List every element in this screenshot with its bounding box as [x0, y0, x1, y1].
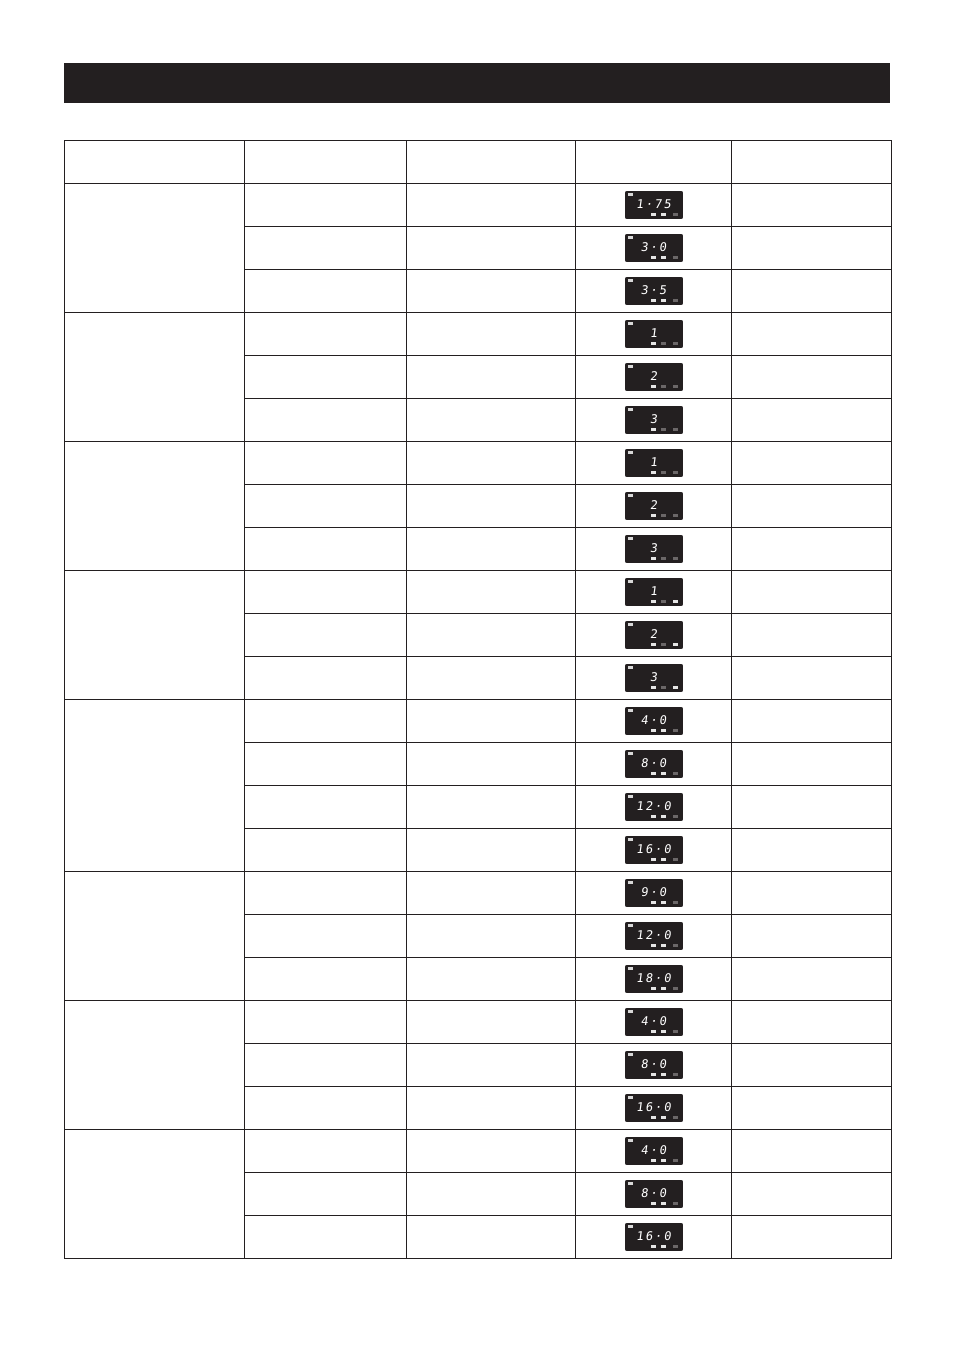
- indicator-icon: [651, 600, 656, 603]
- table-row: [65, 872, 892, 915]
- table-cell: [245, 1173, 407, 1216]
- display-cell: [576, 958, 732, 1001]
- indicator-icon: [673, 1202, 678, 1205]
- display-digits: 2: [648, 369, 661, 383]
- table-row: [65, 1001, 892, 1044]
- indicator-icon: [661, 471, 666, 474]
- indicator-icon: [661, 1030, 666, 1033]
- mode-icon: [628, 193, 633, 196]
- table-cell: [407, 915, 576, 958]
- led-display: [625, 879, 683, 907]
- table-cell: [245, 829, 407, 872]
- table-cell: [407, 872, 576, 915]
- display-digits: 3: [648, 670, 661, 684]
- table-cell: [407, 184, 576, 227]
- display-digits: 3·5: [639, 283, 670, 297]
- display-cell: [576, 442, 732, 485]
- indicator-icon: [651, 299, 656, 302]
- group-cell: [65, 872, 245, 1001]
- indicator-icon: [673, 256, 678, 259]
- indicator-icon: [661, 686, 666, 689]
- indicator-icon: [651, 256, 656, 259]
- table-cell: [407, 1044, 576, 1087]
- table-cell: [407, 571, 576, 614]
- led-display: [625, 406, 683, 434]
- display-cell: [576, 1173, 732, 1216]
- group-cell: [65, 1001, 245, 1130]
- indicator-icon: [673, 944, 678, 947]
- group-cell: [65, 184, 245, 313]
- indicator-icon: [661, 1073, 666, 1076]
- mode-icon: [628, 1010, 633, 1013]
- indicator-icon: [651, 385, 656, 388]
- display-cell: [576, 184, 732, 227]
- display-cell: [576, 571, 732, 614]
- table-cell: [732, 614, 892, 657]
- indicator-icon: [651, 772, 656, 775]
- table-cell: [732, 528, 892, 571]
- table-cell: [407, 270, 576, 313]
- display-cell: [576, 270, 732, 313]
- table-cell: [732, 1130, 892, 1173]
- mode-icon: [628, 1053, 633, 1056]
- display-cell: [576, 829, 732, 872]
- display-cell: [576, 1001, 732, 1044]
- display-cell: [576, 1044, 732, 1087]
- header-cell-3: [407, 141, 576, 184]
- group-cell: [65, 442, 245, 571]
- mode-icon: [628, 967, 633, 970]
- led-display: [625, 664, 683, 692]
- mode-icon: [628, 1096, 633, 1099]
- led-display: [625, 578, 683, 606]
- table-cell: [407, 442, 576, 485]
- table-cell: [732, 227, 892, 270]
- indicator-icon: [661, 213, 666, 216]
- group-cell: [65, 313, 245, 442]
- led-display: [625, 707, 683, 735]
- indicator-icon: [651, 944, 656, 947]
- table-cell: [732, 743, 892, 786]
- table-cell: [407, 700, 576, 743]
- display-cell: [576, 485, 732, 528]
- table-cell: [732, 442, 892, 485]
- table-cell: [732, 399, 892, 442]
- indicator-icon: [661, 1116, 666, 1119]
- table-cell: [732, 184, 892, 227]
- display-cell: [576, 1216, 732, 1259]
- display-cell: [576, 1087, 732, 1130]
- table-cell: [407, 1001, 576, 1044]
- table-cell: [732, 1044, 892, 1087]
- table-cell: [407, 614, 576, 657]
- display-digits: 8·0: [639, 1186, 670, 1200]
- table-cell: [407, 1130, 576, 1173]
- table-cell: [407, 356, 576, 399]
- mode-icon: [628, 494, 633, 497]
- table-cell: [407, 485, 576, 528]
- table-cell: [407, 786, 576, 829]
- mode-icon: [628, 451, 633, 454]
- table-cell: [732, 270, 892, 313]
- table-cell: [732, 958, 892, 1001]
- table-cell: [732, 1216, 892, 1259]
- indicator-icon: [673, 987, 678, 990]
- led-display: [625, 234, 683, 262]
- group-cell: [65, 1130, 245, 1259]
- table-cell: [407, 528, 576, 571]
- display-digits: 3: [648, 412, 661, 426]
- table-cell: [407, 743, 576, 786]
- indicator-icon: [673, 428, 678, 431]
- table-cell: [245, 227, 407, 270]
- title-bar: [64, 63, 890, 103]
- indicator-icon: [661, 256, 666, 259]
- led-display: [625, 793, 683, 821]
- table-cell: [732, 313, 892, 356]
- table-cell: [407, 313, 576, 356]
- indicator-icon: [661, 944, 666, 947]
- indicator-icon: [651, 815, 656, 818]
- table-cell: [732, 485, 892, 528]
- display-cell: [576, 743, 732, 786]
- display-digits: 4·0: [639, 1143, 670, 1157]
- mode-icon: [628, 795, 633, 798]
- led-display: [625, 750, 683, 778]
- table-row: [65, 184, 892, 227]
- header-cell-5: [732, 141, 892, 184]
- indicator-icon: [651, 342, 656, 345]
- indicator-icon: [651, 428, 656, 431]
- mode-icon: [628, 752, 633, 755]
- header-cell-4: [576, 141, 732, 184]
- table-cell: [407, 1087, 576, 1130]
- indicator-icon: [651, 1202, 656, 1205]
- mode-icon: [628, 838, 633, 841]
- indicator-icon: [673, 901, 678, 904]
- display-digits: 4·0: [639, 713, 670, 727]
- led-display: [625, 449, 683, 477]
- display-cell: [576, 399, 732, 442]
- led-display: [625, 277, 683, 305]
- indicator-icon: [651, 643, 656, 646]
- display-digits: 16·0: [635, 842, 674, 856]
- display-digits: 2: [648, 498, 661, 512]
- table-cell: [245, 1044, 407, 1087]
- led-display: [625, 836, 683, 864]
- display-cell: [576, 786, 732, 829]
- mode-icon: [628, 1225, 633, 1228]
- indicator-icon: [661, 858, 666, 861]
- table-cell: [245, 958, 407, 1001]
- table-cell: [732, 1173, 892, 1216]
- indicator-icon: [673, 299, 678, 302]
- table-cell: [407, 227, 576, 270]
- mode-icon: [628, 236, 633, 239]
- table-cell: [245, 786, 407, 829]
- led-display: [625, 492, 683, 520]
- indicator-icon: [661, 557, 666, 560]
- indicator-icon: [673, 385, 678, 388]
- display-digits: 8·0: [639, 1057, 670, 1071]
- display-cell: [576, 614, 732, 657]
- display-cell: [576, 700, 732, 743]
- mode-icon: [628, 279, 633, 282]
- table-cell: [245, 313, 407, 356]
- indicator-icon: [651, 1159, 656, 1162]
- table-cell: [407, 958, 576, 1001]
- led-display: [625, 965, 683, 993]
- table-cell: [245, 356, 407, 399]
- led-display: [625, 363, 683, 391]
- indicator-icon: [651, 1030, 656, 1033]
- table-header-row: [65, 141, 892, 184]
- led-display: [625, 1094, 683, 1122]
- table-cell: [732, 915, 892, 958]
- indicator-icon: [673, 772, 678, 775]
- indicator-icon: [651, 729, 656, 732]
- table-cell: [245, 485, 407, 528]
- indicator-icon: [651, 514, 656, 517]
- indicator-icon: [673, 1030, 678, 1033]
- indicator-icon: [673, 600, 678, 603]
- table-cell: [732, 1001, 892, 1044]
- indicator-icon: [673, 729, 678, 732]
- indicator-icon: [673, 643, 678, 646]
- display-digits: 12·0: [635, 799, 674, 813]
- led-display: [625, 1051, 683, 1079]
- indicator-icon: [661, 1202, 666, 1205]
- mode-icon: [628, 322, 633, 325]
- table-row: [65, 442, 892, 485]
- mode-icon: [628, 537, 633, 540]
- table-cell: [732, 700, 892, 743]
- display-digits: 2: [648, 627, 661, 641]
- indicator-icon: [651, 901, 656, 904]
- indicator-icon: [651, 213, 656, 216]
- table-cell: [245, 614, 407, 657]
- indicator-icon: [673, 557, 678, 560]
- table-cell: [245, 270, 407, 313]
- display-cell: [576, 528, 732, 571]
- display-cell: [576, 657, 732, 700]
- program-table: [64, 140, 892, 1259]
- table-cell: [407, 1216, 576, 1259]
- display-digits: 1: [648, 455, 661, 469]
- display-cell: [576, 227, 732, 270]
- indicator-icon: [661, 772, 666, 775]
- mode-icon: [628, 408, 633, 411]
- indicator-icon: [651, 471, 656, 474]
- display-cell: [576, 915, 732, 958]
- indicator-icon: [661, 643, 666, 646]
- indicator-icon: [673, 1159, 678, 1162]
- indicator-icon: [661, 901, 666, 904]
- header-cell-2: [245, 141, 407, 184]
- indicator-icon: [661, 815, 666, 818]
- table-row: [65, 571, 892, 614]
- mode-icon: [628, 580, 633, 583]
- table-cell: [245, 743, 407, 786]
- led-display: [625, 922, 683, 950]
- display-cell: [576, 356, 732, 399]
- indicator-icon: [661, 1159, 666, 1162]
- table-row: [65, 1130, 892, 1173]
- indicator-icon: [651, 1116, 656, 1119]
- table-cell: [245, 571, 407, 614]
- display-digits: 3: [648, 541, 661, 555]
- display-digits: 1·75: [635, 197, 674, 211]
- indicator-icon: [651, 1245, 656, 1248]
- indicator-icon: [651, 1073, 656, 1076]
- group-cell: [65, 700, 245, 872]
- table-body: [65, 184, 892, 1259]
- display-digits: 3·0: [639, 240, 670, 254]
- indicator-icon: [673, 471, 678, 474]
- table-cell: [245, 700, 407, 743]
- table-cell: [732, 786, 892, 829]
- indicator-icon: [673, 1116, 678, 1119]
- table-cell: [245, 915, 407, 958]
- display-digits: 18·0: [635, 971, 674, 985]
- table-cell: [407, 399, 576, 442]
- mode-icon: [628, 709, 633, 712]
- header-cell-1: [65, 141, 245, 184]
- mode-icon: [628, 881, 633, 884]
- display-digits: 12·0: [635, 928, 674, 942]
- indicator-icon: [673, 213, 678, 216]
- display-digits: 1: [648, 584, 661, 598]
- display-digits: 16·0: [635, 1229, 674, 1243]
- indicator-icon: [661, 729, 666, 732]
- led-display: [625, 621, 683, 649]
- indicator-icon: [673, 514, 678, 517]
- table-cell: [245, 528, 407, 571]
- indicator-icon: [661, 1245, 666, 1248]
- mode-icon: [628, 1182, 633, 1185]
- mode-icon: [628, 365, 633, 368]
- mode-icon: [628, 924, 633, 927]
- led-display: [625, 191, 683, 219]
- indicator-icon: [651, 987, 656, 990]
- indicator-icon: [651, 858, 656, 861]
- table-cell: [245, 184, 407, 227]
- display-cell: [576, 1130, 732, 1173]
- table-cell: [732, 829, 892, 872]
- indicator-icon: [661, 987, 666, 990]
- indicator-icon: [661, 428, 666, 431]
- indicator-icon: [651, 557, 656, 560]
- group-cell: [65, 571, 245, 700]
- mode-icon: [628, 1139, 633, 1142]
- indicator-icon: [661, 385, 666, 388]
- table-cell: [245, 1001, 407, 1044]
- table-cell: [407, 1173, 576, 1216]
- indicator-icon: [661, 299, 666, 302]
- led-display: [625, 1223, 683, 1251]
- indicator-icon: [651, 686, 656, 689]
- led-display: [625, 1180, 683, 1208]
- table-cell: [407, 829, 576, 872]
- table-cell: [245, 1087, 407, 1130]
- indicator-icon: [673, 342, 678, 345]
- table-cell: [407, 657, 576, 700]
- indicator-icon: [661, 514, 666, 517]
- led-display: [625, 1008, 683, 1036]
- mode-icon: [628, 666, 633, 669]
- table-cell: [732, 356, 892, 399]
- led-display: [625, 535, 683, 563]
- indicator-icon: [673, 1245, 678, 1248]
- table-cell: [732, 1087, 892, 1130]
- table-cell: [732, 872, 892, 915]
- table-cell: [245, 872, 407, 915]
- table-row: [65, 700, 892, 743]
- led-display: [625, 320, 683, 348]
- display-digits: 4·0: [639, 1014, 670, 1028]
- display-cell: [576, 872, 732, 915]
- table-cell: [732, 571, 892, 614]
- display-digits: 16·0: [635, 1100, 674, 1114]
- led-display: [625, 1137, 683, 1165]
- table-cell: [245, 657, 407, 700]
- table-cell: [732, 657, 892, 700]
- table-cell: [245, 1216, 407, 1259]
- indicator-icon: [661, 342, 666, 345]
- table-cell: [245, 399, 407, 442]
- display-digits: 9·0: [639, 885, 670, 899]
- table-cell: [245, 1130, 407, 1173]
- indicator-icon: [673, 686, 678, 689]
- display-digits: 8·0: [639, 756, 670, 770]
- indicator-icon: [673, 858, 678, 861]
- mode-icon: [628, 623, 633, 626]
- display-digits: 1: [648, 326, 661, 340]
- indicator-icon: [673, 1073, 678, 1076]
- display-cell: [576, 313, 732, 356]
- table-cell: [245, 442, 407, 485]
- indicator-icon: [673, 815, 678, 818]
- table-row: [65, 313, 892, 356]
- indicator-icon: [661, 600, 666, 603]
